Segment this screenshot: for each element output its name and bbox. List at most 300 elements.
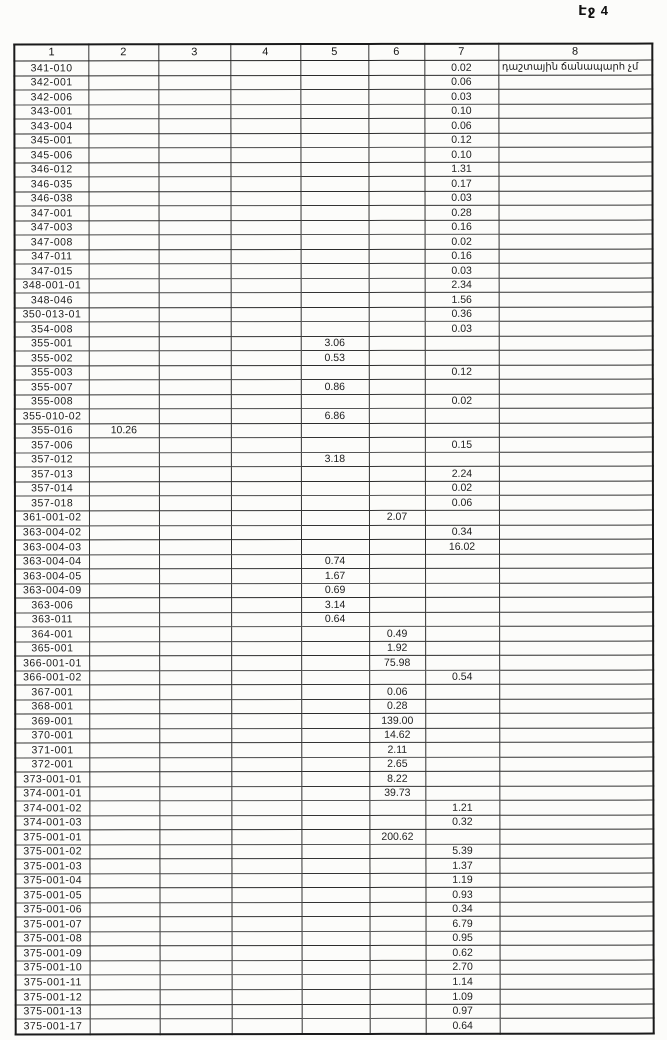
note-cell bbox=[498, 147, 652, 162]
value-cell bbox=[301, 191, 369, 206]
value-cell bbox=[160, 1019, 232, 1035]
value-cell bbox=[302, 931, 370, 946]
value-cell bbox=[425, 684, 499, 699]
value-cell bbox=[368, 133, 424, 148]
table-row bbox=[15, 481, 653, 496]
value-cell: 3.18 bbox=[301, 452, 369, 467]
value-cell bbox=[159, 409, 231, 424]
value-cell bbox=[425, 612, 499, 627]
value-cell bbox=[369, 859, 425, 874]
value-cell bbox=[301, 293, 369, 308]
note-cell bbox=[499, 873, 653, 888]
note-cell bbox=[500, 960, 654, 975]
value-cell bbox=[159, 569, 231, 584]
column-header: 2 bbox=[88, 44, 158, 61]
value-cell: 0.53 bbox=[301, 351, 369, 366]
value-cell bbox=[368, 104, 424, 119]
note-cell bbox=[500, 902, 654, 917]
value-cell bbox=[159, 844, 231, 859]
value-cell bbox=[231, 249, 301, 264]
table-row bbox=[16, 931, 654, 946]
value-cell bbox=[301, 438, 369, 453]
value-cell bbox=[89, 293, 159, 308]
table-row bbox=[15, 684, 653, 699]
value-cell bbox=[425, 626, 499, 641]
value-cell bbox=[301, 249, 369, 264]
value-cell bbox=[89, 641, 159, 656]
code-cell: 342-001 bbox=[14, 75, 88, 90]
value-cell bbox=[369, 220, 425, 235]
value-cell bbox=[159, 757, 231, 772]
value-cell bbox=[231, 612, 301, 627]
table-row bbox=[15, 539, 653, 554]
table-row bbox=[15, 307, 653, 322]
value-cell bbox=[369, 525, 425, 540]
value-cell bbox=[231, 859, 301, 874]
value-cell bbox=[88, 148, 158, 163]
note-cell bbox=[499, 394, 653, 409]
value-cell bbox=[425, 336, 499, 351]
code-cell: 375-001-07 bbox=[16, 917, 90, 932]
note-cell bbox=[500, 1018, 654, 1034]
value-cell: 75.98 bbox=[369, 656, 425, 671]
code-cell: 366-001-02 bbox=[15, 670, 89, 685]
value-cell bbox=[231, 786, 301, 801]
code-cell: 363-004-09 bbox=[15, 583, 89, 598]
value-cell bbox=[232, 1019, 302, 1035]
value-cell: 0.28 bbox=[369, 699, 425, 714]
value-cell bbox=[301, 220, 369, 235]
code-cell: 346-038 bbox=[15, 191, 89, 206]
value-cell: 0.12 bbox=[424, 133, 498, 148]
value-cell bbox=[89, 743, 159, 758]
value-cell bbox=[301, 322, 369, 337]
value-cell bbox=[89, 322, 159, 337]
table-row bbox=[15, 873, 653, 888]
table-row bbox=[15, 699, 653, 714]
value-cell bbox=[301, 264, 369, 279]
value-cell bbox=[89, 540, 159, 555]
value-cell bbox=[425, 757, 499, 772]
value-cell bbox=[159, 206, 231, 221]
value-cell bbox=[88, 177, 158, 192]
value-cell bbox=[230, 75, 300, 90]
value-cell bbox=[301, 467, 369, 482]
value-cell bbox=[425, 423, 499, 438]
value-cell bbox=[231, 525, 301, 540]
value-cell bbox=[231, 772, 301, 787]
code-cell: 350-013-01 bbox=[15, 308, 89, 323]
value-cell bbox=[159, 627, 231, 642]
value-cell bbox=[231, 598, 301, 613]
value-cell bbox=[231, 554, 301, 569]
value-cell bbox=[231, 714, 301, 729]
value-cell bbox=[231, 235, 301, 250]
code-cell: 374-001-03 bbox=[15, 816, 89, 831]
value-cell bbox=[300, 60, 368, 75]
value-cell bbox=[300, 75, 368, 90]
note-cell bbox=[499, 887, 653, 902]
value-cell bbox=[159, 598, 231, 613]
table-row bbox=[15, 815, 653, 830]
note-cell bbox=[499, 191, 653, 206]
value-cell bbox=[160, 990, 232, 1005]
code-cell: 355-001 bbox=[15, 337, 89, 352]
code-cell: 365-001 bbox=[15, 641, 89, 656]
note-cell bbox=[499, 742, 653, 757]
value-cell bbox=[159, 453, 231, 468]
note-cell bbox=[498, 89, 652, 104]
value-cell bbox=[231, 540, 301, 555]
value-cell bbox=[89, 874, 159, 889]
value-cell: 1.92 bbox=[369, 641, 425, 656]
note-cell bbox=[499, 829, 653, 844]
value-cell bbox=[159, 743, 231, 758]
note-cell bbox=[498, 75, 652, 90]
table-row bbox=[15, 655, 653, 670]
value-cell bbox=[231, 220, 301, 235]
value-cell bbox=[231, 656, 301, 671]
code-cell: 363-004-04 bbox=[15, 554, 89, 569]
note-cell bbox=[500, 946, 654, 961]
note-cell bbox=[499, 365, 653, 380]
note-cell bbox=[499, 379, 653, 394]
value-cell bbox=[160, 932, 232, 947]
value-cell bbox=[425, 554, 499, 569]
value-cell: 6.86 bbox=[301, 409, 369, 424]
value-cell bbox=[89, 888, 159, 903]
code-cell: 375-001-12 bbox=[16, 990, 90, 1005]
code-cell: 363-004-05 bbox=[15, 569, 89, 584]
value-cell bbox=[89, 438, 159, 453]
value-cell bbox=[301, 743, 369, 758]
value-cell bbox=[300, 119, 368, 134]
table-row bbox=[15, 423, 653, 438]
note-cell bbox=[499, 684, 653, 699]
value-cell bbox=[231, 815, 301, 830]
code-cell: 355-002 bbox=[15, 351, 89, 366]
value-cell bbox=[159, 293, 231, 308]
column-header: 4 bbox=[230, 44, 300, 61]
column-header: 3 bbox=[158, 44, 230, 61]
value-cell bbox=[301, 888, 369, 903]
value-cell bbox=[369, 423, 425, 438]
value-cell bbox=[90, 946, 160, 961]
note-cell bbox=[499, 481, 653, 496]
value-cell bbox=[159, 772, 231, 787]
value-cell bbox=[369, 801, 425, 816]
value-cell bbox=[89, 496, 159, 511]
value-cell: 0.06 bbox=[425, 496, 499, 511]
value-cell bbox=[90, 1019, 160, 1035]
value-cell bbox=[89, 467, 159, 482]
table-row bbox=[14, 75, 652, 90]
table-row bbox=[15, 452, 653, 467]
table-row bbox=[15, 496, 653, 511]
value-cell: 0.02 bbox=[424, 60, 498, 75]
value-cell bbox=[160, 961, 232, 976]
value-cell bbox=[89, 366, 159, 381]
value-cell bbox=[159, 467, 231, 482]
code-cell: 375-001-02 bbox=[15, 845, 89, 860]
code-cell: 369-001 bbox=[15, 714, 89, 729]
value-cell bbox=[302, 946, 370, 961]
note-cell bbox=[499, 597, 653, 612]
note-cell bbox=[499, 408, 653, 423]
value-cell bbox=[231, 511, 301, 526]
value-cell: 1.09 bbox=[426, 989, 500, 1004]
table-row bbox=[15, 670, 653, 685]
note-cell bbox=[499, 263, 653, 278]
table-row bbox=[16, 975, 654, 990]
code-cell: 346-035 bbox=[14, 177, 88, 192]
value-cell bbox=[231, 685, 301, 700]
value-cell: 0.17 bbox=[424, 176, 498, 191]
value-cell bbox=[301, 670, 369, 685]
value-cell bbox=[231, 569, 301, 584]
note-cell bbox=[499, 307, 653, 322]
table-row bbox=[14, 147, 652, 162]
value-cell bbox=[231, 467, 301, 482]
value-cell bbox=[425, 351, 499, 366]
value-cell: 1.19 bbox=[425, 873, 499, 888]
note-cell bbox=[499, 292, 653, 307]
value-cell bbox=[159, 511, 231, 526]
table-row bbox=[16, 916, 654, 931]
value-cell bbox=[159, 525, 231, 540]
value-cell bbox=[300, 133, 368, 148]
note-cell bbox=[499, 234, 653, 249]
note-cell bbox=[499, 568, 653, 583]
code-cell: 363-004-03 bbox=[15, 540, 89, 555]
value-cell: 1.31 bbox=[424, 162, 498, 177]
table-row bbox=[14, 176, 652, 191]
code-cell: 345-006 bbox=[14, 148, 88, 163]
value-cell bbox=[88, 104, 158, 119]
value-cell bbox=[89, 656, 159, 671]
value-cell bbox=[231, 351, 301, 366]
table-row bbox=[15, 249, 653, 264]
table-row bbox=[15, 641, 653, 656]
value-cell bbox=[88, 90, 158, 105]
value-cell bbox=[368, 89, 424, 104]
value-cell bbox=[88, 61, 158, 76]
value-cell bbox=[88, 133, 158, 148]
value-cell bbox=[231, 801, 301, 816]
table-row bbox=[15, 263, 653, 278]
value-cell: 14.62 bbox=[369, 728, 425, 743]
value-cell bbox=[369, 380, 425, 395]
value-cell bbox=[369, 394, 425, 409]
value-cell bbox=[231, 757, 301, 772]
value-cell bbox=[301, 423, 369, 438]
value-cell bbox=[301, 830, 369, 845]
note-cell bbox=[499, 786, 653, 801]
value-cell bbox=[89, 511, 159, 526]
value-cell: 0.64 bbox=[301, 612, 369, 627]
value-cell bbox=[369, 365, 425, 380]
value-cell bbox=[425, 743, 499, 758]
value-cell bbox=[425, 409, 499, 424]
note-cell bbox=[499, 757, 653, 772]
value-cell bbox=[159, 264, 231, 279]
value-cell bbox=[425, 641, 499, 656]
value-cell: 0.06 bbox=[424, 118, 498, 133]
value-cell: 0.49 bbox=[369, 626, 425, 641]
value-cell bbox=[231, 496, 301, 511]
value-cell bbox=[369, 597, 425, 612]
value-cell bbox=[369, 307, 425, 322]
value-cell bbox=[159, 714, 231, 729]
value-cell bbox=[370, 931, 426, 946]
value-cell bbox=[88, 75, 158, 90]
note-cell bbox=[498, 104, 652, 119]
note-cell bbox=[499, 278, 653, 293]
note-cell bbox=[498, 176, 652, 191]
value-cell bbox=[369, 467, 425, 482]
value-cell bbox=[302, 960, 370, 975]
value-cell bbox=[89, 830, 159, 845]
value-cell: 0.03 bbox=[425, 191, 499, 206]
table-row bbox=[15, 292, 653, 307]
value-cell bbox=[368, 118, 424, 133]
value-cell bbox=[301, 365, 369, 380]
value-cell bbox=[300, 104, 368, 119]
value-cell bbox=[231, 728, 301, 743]
value-cell: 2.65 bbox=[369, 757, 425, 772]
value-cell: 0.34 bbox=[425, 525, 499, 540]
code-cell: 347-008 bbox=[15, 235, 89, 250]
value-cell: 0.34 bbox=[426, 902, 500, 917]
value-cell bbox=[159, 888, 231, 903]
note-cell bbox=[500, 931, 654, 946]
table-row bbox=[16, 946, 654, 961]
value-cell: 2.34 bbox=[425, 278, 499, 293]
code-cell: 370-001 bbox=[15, 729, 89, 744]
table-body bbox=[14, 60, 653, 1034]
value-cell bbox=[302, 975, 370, 990]
value-cell bbox=[89, 308, 159, 323]
value-cell bbox=[369, 409, 425, 424]
value-cell: 0.16 bbox=[425, 220, 499, 235]
code-cell: 375-001-01 bbox=[15, 830, 89, 845]
value-cell bbox=[158, 90, 230, 105]
table-row bbox=[15, 728, 653, 743]
table-row bbox=[15, 379, 653, 394]
code-cell: 345-001 bbox=[14, 133, 88, 148]
value-cell bbox=[160, 917, 232, 932]
code-cell: 371-001 bbox=[15, 743, 89, 758]
code-cell: 363-006 bbox=[15, 598, 89, 613]
value-cell bbox=[232, 1004, 302, 1019]
value-cell bbox=[369, 583, 425, 598]
value-cell bbox=[301, 394, 369, 409]
value-cell: 0.28 bbox=[425, 205, 499, 220]
value-cell bbox=[301, 873, 369, 888]
value-cell: 0.69 bbox=[301, 583, 369, 598]
value-cell bbox=[425, 583, 499, 598]
table-row bbox=[15, 321, 653, 336]
code-cell: 354-008 bbox=[15, 322, 89, 337]
code-cell: 357-014 bbox=[15, 482, 89, 497]
value-cell bbox=[89, 757, 159, 772]
table-row bbox=[15, 568, 653, 583]
value-cell: 0.10 bbox=[424, 147, 498, 162]
value-cell bbox=[301, 539, 369, 554]
value-cell bbox=[232, 902, 302, 917]
value-cell bbox=[89, 278, 159, 293]
value-cell bbox=[370, 1018, 426, 1034]
code-cell: 363-011 bbox=[15, 612, 89, 627]
value-cell bbox=[158, 162, 230, 177]
value-cell bbox=[231, 888, 301, 903]
value-cell bbox=[369, 496, 425, 511]
value-cell: 0.74 bbox=[301, 554, 369, 569]
code-cell: 363-004-02 bbox=[15, 525, 89, 540]
value-cell bbox=[232, 961, 302, 976]
value-cell bbox=[159, 395, 231, 410]
value-cell: 0.16 bbox=[425, 249, 499, 264]
code-cell: 355-008 bbox=[15, 395, 89, 410]
value-cell bbox=[369, 888, 425, 903]
value-cell bbox=[159, 830, 231, 845]
table-row bbox=[15, 786, 653, 801]
value-cell: 16.02 bbox=[425, 539, 499, 554]
note-cell bbox=[499, 771, 653, 786]
table-row bbox=[15, 844, 653, 859]
value-cell bbox=[368, 60, 424, 75]
value-cell bbox=[425, 597, 499, 612]
value-cell bbox=[369, 206, 425, 221]
code-cell: 375-001-11 bbox=[16, 975, 90, 990]
value-cell bbox=[231, 830, 301, 845]
note-cell bbox=[499, 641, 653, 656]
value-cell bbox=[231, 699, 301, 714]
value-cell bbox=[370, 1004, 426, 1019]
code-cell: 347-015 bbox=[15, 264, 89, 279]
table-row bbox=[14, 133, 652, 148]
value-cell bbox=[301, 656, 369, 671]
value-cell: 0.95 bbox=[426, 931, 500, 946]
value-cell bbox=[230, 104, 300, 119]
value-cell bbox=[369, 844, 425, 859]
code-cell: 341-010 bbox=[14, 61, 88, 76]
value-cell bbox=[231, 394, 301, 409]
value-cell bbox=[230, 162, 300, 177]
value-cell bbox=[90, 961, 160, 976]
table-row bbox=[15, 466, 653, 481]
value-cell bbox=[230, 133, 300, 148]
value-cell bbox=[159, 278, 231, 293]
table-row bbox=[15, 278, 653, 293]
table-row bbox=[15, 713, 653, 728]
value-cell bbox=[89, 554, 159, 569]
code-cell: 375-001-03 bbox=[15, 859, 89, 874]
value-cell bbox=[370, 917, 426, 932]
value-cell bbox=[89, 787, 159, 802]
value-cell bbox=[89, 598, 159, 613]
code-cell: 375-001-17 bbox=[16, 1019, 90, 1035]
code-cell: 348-046 bbox=[15, 293, 89, 308]
value-cell bbox=[370, 960, 426, 975]
value-cell: 0.03 bbox=[424, 89, 498, 104]
value-cell: 10.26 bbox=[89, 424, 159, 439]
value-cell bbox=[230, 148, 300, 163]
table-row bbox=[15, 626, 653, 641]
value-cell bbox=[159, 336, 231, 351]
column-header: 7 bbox=[424, 44, 498, 61]
value-cell bbox=[159, 656, 231, 671]
